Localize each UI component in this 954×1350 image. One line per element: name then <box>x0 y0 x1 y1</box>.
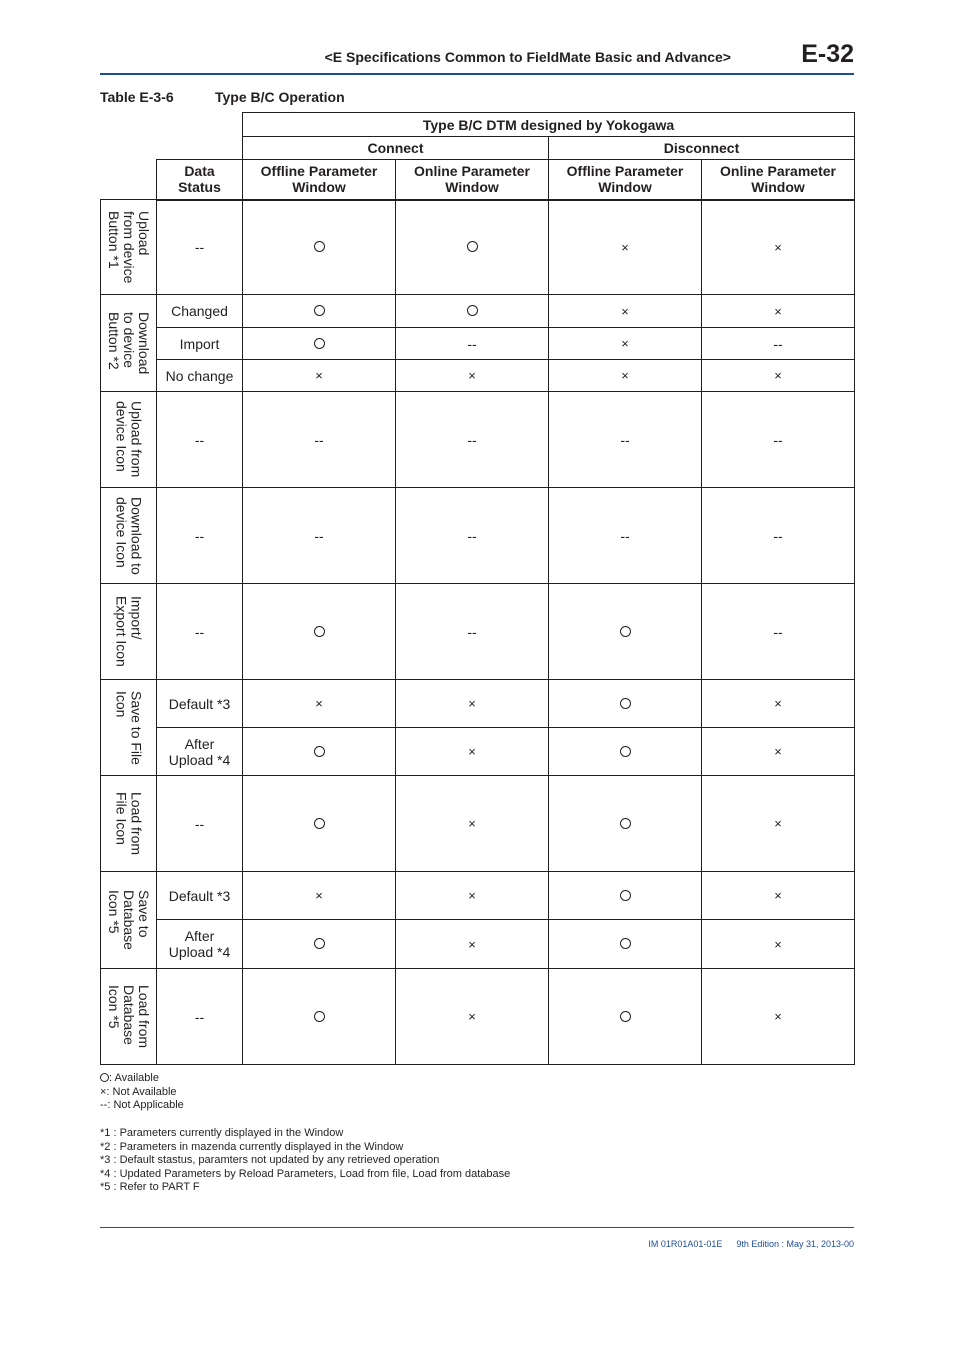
table-row <box>101 728 855 776</box>
footnote-4: *4 : Updated Parameters by Reload Parameters, Load from file, Load from database <box>100 1167 511 1180</box>
row-label-cell <box>101 584 157 680</box>
status-cell <box>702 392 855 488</box>
blank-corner <box>101 137 243 160</box>
circle-icon <box>620 626 631 637</box>
not-applicable-text: -- <box>620 527 630 544</box>
status-cell <box>702 488 855 584</box>
status-cell <box>702 776 855 872</box>
not-applicable-text: -- <box>773 623 783 640</box>
not-applicable-text: -- <box>467 431 477 448</box>
table-row <box>101 295 855 328</box>
status-cell <box>396 360 549 392</box>
status-cell <box>702 584 855 680</box>
status-cell <box>549 584 702 680</box>
row-label: Save to Database Icon *5 <box>106 890 152 950</box>
status-cell <box>396 328 549 360</box>
status-cell <box>702 295 855 328</box>
legend-available-text: : Available <box>109 1072 159 1084</box>
status-cell <box>396 680 549 728</box>
status-cell <box>243 584 396 680</box>
status-cell <box>549 920 702 969</box>
footer <box>648 1239 854 1249</box>
row-label: Download to device Icon <box>113 496 145 575</box>
blank-corner <box>101 113 243 137</box>
cross-icon: × <box>315 368 323 383</box>
cross-icon: × <box>621 368 629 383</box>
status-cell <box>702 360 855 392</box>
table-body <box>101 200 855 1065</box>
data-status-text: Changed <box>171 303 228 319</box>
not-applicable-text: -- <box>467 335 477 352</box>
circle-icon <box>467 241 478 252</box>
status-cell <box>243 728 396 776</box>
data-status-header-text: Data Status <box>178 163 221 196</box>
not-applicable-text: -- <box>620 431 630 448</box>
table-row <box>101 776 855 872</box>
data-status-text: No change <box>165 367 234 384</box>
status-cell <box>702 969 855 1065</box>
circle-icon <box>620 698 631 709</box>
not-applicable-text: -- <box>467 527 477 544</box>
status-cell <box>396 488 549 584</box>
not-applicable-text: -- <box>773 335 783 352</box>
legend-available <box>100 1072 184 1086</box>
data-status-cell <box>157 200 243 295</box>
cross-icon: × <box>774 744 782 759</box>
cross-icon: × <box>468 816 476 831</box>
cross-icon: × <box>774 936 782 952</box>
table-title: Type B/C Operation <box>215 89 345 105</box>
circle-icon <box>620 818 631 829</box>
table-row <box>101 360 855 392</box>
status-cell <box>243 680 396 728</box>
cross-icon: × <box>774 1009 782 1024</box>
status-cell <box>549 872 702 920</box>
row-label-cell <box>101 872 157 969</box>
data-status-text: -- <box>194 527 205 544</box>
row-label: Upload from device Button *1 <box>106 210 152 284</box>
circle-icon <box>467 305 478 316</box>
cross-icon: × <box>774 303 782 319</box>
status-cell <box>396 200 549 295</box>
cross-icon: × <box>468 744 476 759</box>
cross-icon: × <box>774 368 782 383</box>
not-applicable-text: -- <box>467 623 477 640</box>
row-label-cell <box>101 392 157 488</box>
status-cell <box>549 200 702 295</box>
status-cell <box>243 328 396 360</box>
data-status-cell <box>157 969 243 1065</box>
col-online-disconnect <box>702 160 855 200</box>
col-offline-connect <box>243 160 396 200</box>
cross-icon: × <box>621 303 629 319</box>
cross-icon: × <box>621 239 629 255</box>
operation-table <box>100 112 855 1065</box>
col-online-connect <box>396 160 549 200</box>
status-cell <box>702 920 855 969</box>
cross-icon: × <box>774 696 782 711</box>
status-cell <box>702 872 855 920</box>
status-cell <box>396 295 549 328</box>
data-status-text: -- <box>194 815 205 832</box>
status-cell <box>243 200 396 295</box>
footnote-1: *1 : Parameters currently displayed in the Window <box>100 1127 344 1139</box>
page-number: E-32 <box>801 40 854 68</box>
status-cell <box>549 295 702 328</box>
row-label-cell <box>101 488 157 584</box>
data-status-text: Import <box>179 335 220 352</box>
cross-icon: × <box>315 696 323 711</box>
not-applicable-text: -- <box>773 431 783 448</box>
status-cell <box>243 920 396 969</box>
status-cell <box>549 488 702 584</box>
row-label-cell <box>101 969 157 1065</box>
table-number: Table E-3-6 <box>100 89 174 105</box>
status-cell <box>243 488 396 584</box>
data-status-cell <box>157 680 243 728</box>
status-cell <box>243 360 396 392</box>
status-cell <box>549 392 702 488</box>
data-status-cell <box>157 920 243 969</box>
table-caption <box>100 89 345 105</box>
disconnect-header: Disconnect <box>549 137 855 160</box>
status-cell <box>243 392 396 488</box>
row-label: Load from File Icon <box>113 791 145 856</box>
table-row <box>101 872 855 920</box>
circle-icon <box>314 1011 325 1022</box>
cross-icon: × <box>468 888 476 903</box>
circle-icon <box>314 305 325 316</box>
status-cell <box>549 728 702 776</box>
footnotes <box>100 1127 510 1195</box>
cross-icon: × <box>774 816 782 831</box>
blank-corner <box>101 160 157 200</box>
doc-id: IM 01R01A01-01E <box>648 1239 723 1249</box>
header-title: <E Specifications Common to FieldMate Basic and Advance> <box>324 49 731 65</box>
circle-icon <box>314 338 325 349</box>
data-status-text: Default *3 <box>168 887 231 904</box>
status-cell <box>396 872 549 920</box>
not-applicable-text: -- <box>314 431 324 448</box>
row-label: Download to device Button *2 <box>106 311 152 375</box>
data-status-text: Default *3 <box>168 695 231 712</box>
data-status-cell <box>157 728 243 776</box>
circle-icon <box>314 938 325 949</box>
status-cell <box>549 680 702 728</box>
status-cell <box>396 584 549 680</box>
footnote-3: *3 : Default stastus, paramters not updated by any retrieved operation <box>100 1154 440 1167</box>
cross-icon: × <box>621 336 629 351</box>
circle-icon <box>620 746 631 757</box>
status-cell <box>396 728 549 776</box>
header-rule <box>100 73 854 75</box>
circle-icon <box>314 626 325 637</box>
circle-icon <box>314 818 325 829</box>
status-cell <box>243 295 396 328</box>
status-cell <box>243 776 396 872</box>
col-offline-disconnect-text: Offline Parameter Window <box>566 163 684 196</box>
row-label: Load from Database Icon *5 <box>106 984 152 1049</box>
data-status-text: After Upload *4 <box>168 928 231 960</box>
status-cell <box>549 776 702 872</box>
row-label-cell <box>101 200 157 295</box>
footnote-5: *5 : Refer to PART F <box>100 1181 200 1194</box>
connect-header: Connect <box>243 137 549 160</box>
status-cell <box>702 728 855 776</box>
circle-icon <box>314 241 325 252</box>
circle-icon <box>620 890 631 901</box>
data-status-cell <box>157 872 243 920</box>
data-status-header <box>157 160 243 200</box>
data-status-text: -- <box>194 623 205 640</box>
data-status-cell <box>157 776 243 872</box>
footer-rule <box>100 1227 854 1228</box>
cross-icon: × <box>315 888 323 903</box>
circle-icon <box>620 1011 631 1022</box>
status-cell <box>702 200 855 295</box>
footnote-2: *2 : Parameters in mazenda currently displayed in the Window <box>100 1140 404 1153</box>
table-row <box>101 392 855 488</box>
cross-icon: × <box>468 696 476 711</box>
cross-icon: × <box>774 888 782 903</box>
data-status-cell <box>157 392 243 488</box>
legend-not-available: ×: Not Available <box>100 1085 177 1098</box>
cross-icon: × <box>468 368 476 383</box>
legend-not-applicable: --: Not Applicable <box>100 1099 184 1112</box>
status-cell <box>396 969 549 1065</box>
table-row <box>101 920 855 969</box>
not-applicable-text: -- <box>773 527 783 544</box>
table-row <box>101 488 855 584</box>
circle-icon <box>620 938 631 949</box>
table-row <box>101 680 855 728</box>
cross-icon: × <box>468 936 476 952</box>
data-status-text: -- <box>194 1008 205 1025</box>
circle-icon <box>314 746 325 757</box>
circle-icon <box>100 1073 109 1082</box>
row-label: Save to File Icon <box>113 690 145 765</box>
row-label: Upload from device Icon <box>113 401 145 478</box>
col-offline-disconnect <box>549 160 702 200</box>
status-cell <box>396 776 549 872</box>
not-applicable-text: -- <box>314 527 324 544</box>
data-status-cell <box>157 328 243 360</box>
status-cell <box>549 360 702 392</box>
data-status-cell <box>157 360 243 392</box>
row-label: Import/ Export Icon <box>113 596 145 667</box>
edition: 9th Edition : May 31, 2013-00 <box>736 1239 854 1249</box>
row-label-cell <box>101 776 157 872</box>
col-offline-connect-text: Offline Parameter Window <box>260 163 378 196</box>
row-label-cell <box>101 295 157 392</box>
status-cell <box>702 680 855 728</box>
col-online-disconnect-text: Online Parameter Window <box>720 163 836 196</box>
status-cell <box>396 392 549 488</box>
data-status-cell <box>157 584 243 680</box>
status-cell <box>549 969 702 1065</box>
table-row <box>101 200 855 295</box>
row-label-cell <box>101 680 157 776</box>
data-status-text: -- <box>194 239 205 256</box>
data-status-text: -- <box>194 431 205 448</box>
data-status-cell <box>157 488 243 584</box>
status-cell <box>243 969 396 1065</box>
status-cell <box>549 328 702 360</box>
table-row <box>101 969 855 1065</box>
cross-icon: × <box>468 1009 476 1024</box>
cross-icon: × <box>774 239 782 255</box>
data-status-text: After Upload *4 <box>168 735 231 768</box>
col-online-connect-text: Online Parameter Window <box>414 163 530 196</box>
table-row <box>101 584 855 680</box>
status-cell <box>396 920 549 969</box>
status-cell <box>243 872 396 920</box>
legend <box>100 1072 184 1113</box>
group-header: Type B/C DTM designed by Yokogawa <box>243 113 855 137</box>
status-cell <box>702 328 855 360</box>
table-row <box>101 328 855 360</box>
data-status-cell <box>157 295 243 328</box>
